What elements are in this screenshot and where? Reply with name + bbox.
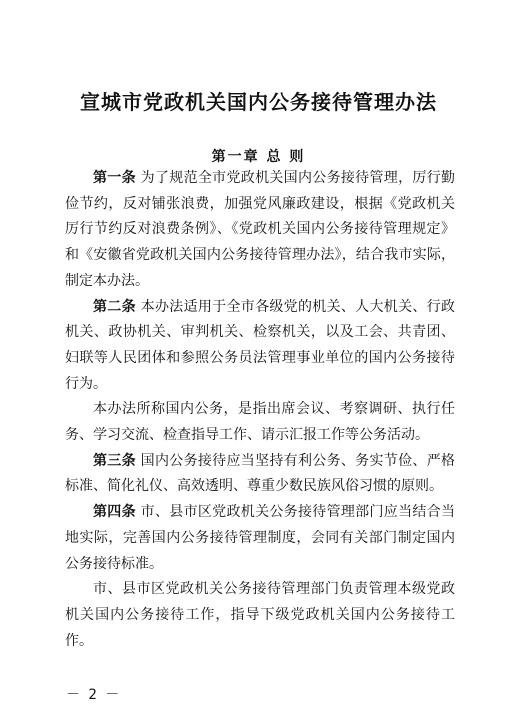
chapter-heading: 第一章 总 则 bbox=[211, 149, 306, 165]
article-2-paragraph bbox=[65, 295, 455, 398]
article-number: 第二条 bbox=[93, 298, 136, 315]
article-number: 第一条 bbox=[93, 170, 136, 186]
paragraph-text: 本办法适用于全市各级党的机关、人大机关、行政机关、政协机关、审判机关、检察机关，以及工会、共青团、妇联等人民团体和参照公务员法管理事业单位的国内公务接待行为。 bbox=[65, 298, 455, 392]
article-2-continuation-paragraph bbox=[65, 397, 455, 448]
article-4-paragraph bbox=[65, 500, 455, 577]
article-1-paragraph bbox=[65, 166, 455, 295]
paragraph-text: 市、县市区党政机关公务接待管理部门应当结合当地实际，完善国内公务接待管理制度，会同有关部门制定国内公务接待标准。 bbox=[65, 504, 455, 572]
page-number: － 2 － bbox=[66, 687, 120, 703]
document-title: 宣城市党政机关国内公务接待管理办法 bbox=[80, 90, 437, 114]
paragraph-text: 为了规范全市党政机关国内公务接待管理，厉行勤俭节约，反对铺张浪费，加强党风廉政建设，根据《党政机关厉行节约反对浪费条例》、《党政机关国内公务接待管理规定》和《安徽省党政机关国内公务接待管理办法》，结合我市实际，制定本办法。 bbox=[65, 170, 455, 289]
article-4-continuation-paragraph bbox=[65, 577, 455, 654]
article-3-paragraph bbox=[65, 449, 455, 500]
paragraph-text: 市、县市区党政机关公务接待管理部门负责管理本级党政机关国内公务接待工作，指导下级党政机关国内公务接待工作。 bbox=[65, 581, 455, 649]
article-number: 第三条 bbox=[93, 452, 136, 469]
paragraph-text: 本办法所称国内公务，是指出席会议、考察调研、执行任务、学习交流、检查指导工作、请示汇报工作等公务活动。 bbox=[65, 401, 455, 444]
article-number: 第四条 bbox=[93, 504, 136, 521]
document-body bbox=[65, 166, 455, 654]
paragraph-text: 国内公务接待应当坚持有利公务、务实节俭、严格标准、简化礼仪、高效透明、尊重少数民族风俗习惯的原则。 bbox=[65, 452, 455, 495]
